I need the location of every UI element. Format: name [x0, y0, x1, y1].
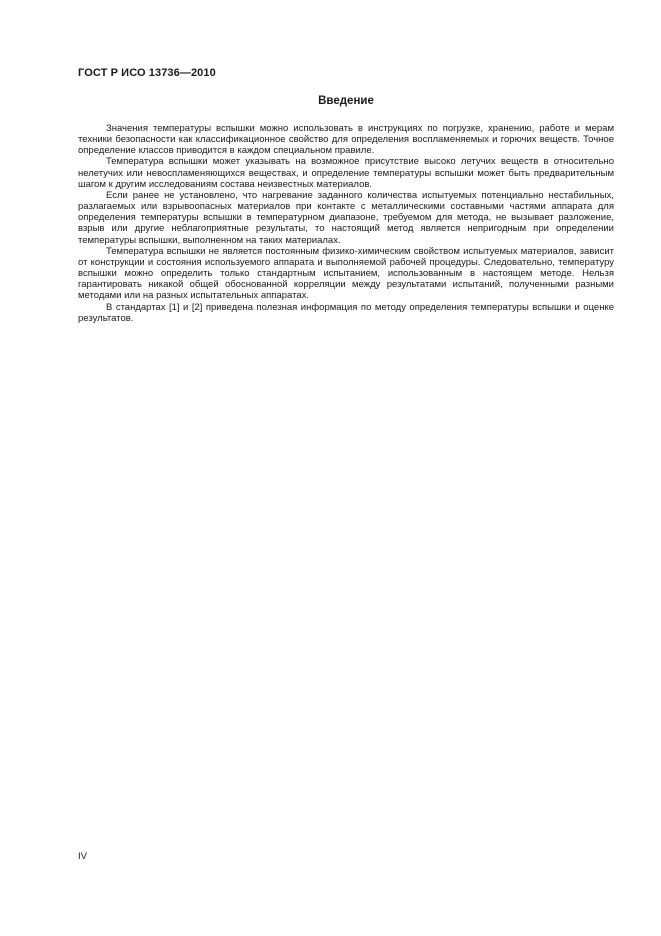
paragraph-2: Температура вспышки может указывать на возможное присутствие высоко летучих веществ в относительно нелетучих или невоспламеняющихся веществах, и определение температуры вспышки может быть предварительным шагом к другим исследованиям состава неизвестных материалов.: [78, 156, 614, 190]
document-code-header: ГОСТ Р ИСО 13736—2010: [78, 67, 216, 79]
page-number: IV: [78, 851, 87, 862]
paragraph-4: Температура вспышки не является постоянным физико-химическим свойством испытуемых материалов, зависит от конструкции и состояния используемого аппарата и выполняемой рабочей процедуры. Следовательно, температуру вспышки можно определить только стандартным испытанием, использованным в настоящем методе. Нельзя гарантировать никакой общей обоснованной корреляции между результатами испытаний, полученными разными методами или на разных испытательных аппаратах.: [78, 245, 614, 302]
paragraph-5: В стандартах [1] и [2] приведена полезная информация по методу определения температуры вспышки и оценке результатов.: [78, 301, 614, 324]
section-title: Введение: [318, 95, 374, 107]
body-text: [78, 123, 614, 324]
paragraph-3: Если ранее не установлено, что нагревание заданного количества испытуемых потенциально нестабильных, разлагаемых или взрывоопасных материалов при контакте с металлическими составными частями аппарата для определения температуры вспышки в температурном диапазоне, требуемом для метода, не вызывает разложение, взрыв или другие неблагоприятные результаты, то настоящий метод является непригодным при определении температуры вспышки, выполненном на таких материалах.: [78, 189, 614, 246]
paragraph-1: Значения температуры вспышки можно использовать в инструкциях по погрузке, хранению, работе и мерам техники безопасности как классификационное свойство для определения воспламеняемых и горючих веществ. Точное определение классов приводится в каждом специальном правиле.: [78, 123, 614, 157]
